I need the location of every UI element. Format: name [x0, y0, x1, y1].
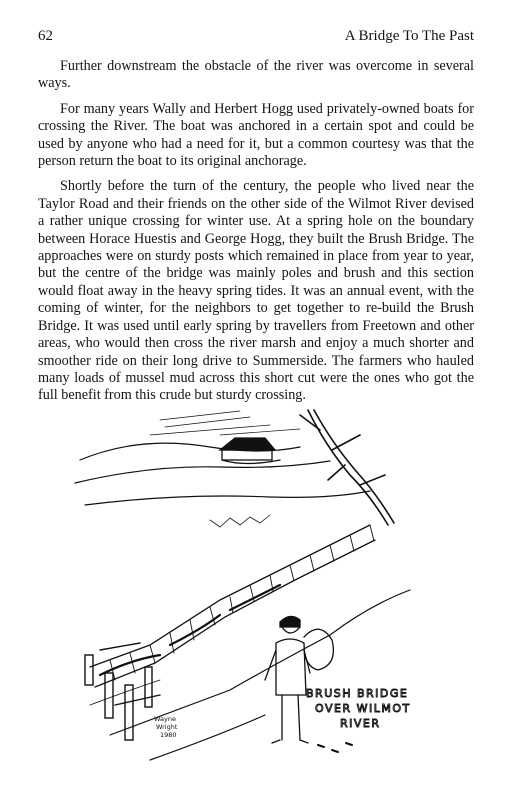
signature-line: 1980: [160, 731, 177, 739]
sky-hatching: [150, 411, 300, 435]
running-title: A Bridge To The Past: [344, 28, 474, 44]
illustration-caption: [306, 687, 411, 730]
hill-line: [85, 491, 370, 505]
caption-line: RIVER: [340, 717, 381, 730]
signature-line: Wright: [156, 723, 178, 731]
shrub-line: [210, 515, 270, 527]
hill-line: [75, 461, 330, 483]
artist-signature: [154, 715, 178, 739]
signature-line: Wayne: [154, 715, 176, 723]
caption-line: OVER WILMOT: [315, 702, 411, 715]
caption-line: BRUSH BRIDGE: [306, 687, 409, 700]
body-text: [38, 58, 474, 413]
paragraph: Shortly before the turn of the century, the people who lived near the Taylor Road and their friends on the other side of the Wilmot River devised a rather unique crossing for winter use. At a spring hole on the boundary between Horace Huestis and George Hogg, they built the Brush Bridge. The approaches were on sturdy posts which remained in place from year to year, but the centre of the bridge was mainly poles and brush and this section would float away in the heavy spring tides. It was an annual event, with the coming of winter, for the neighbors to get together to re-build the Brush Bridge. It was used until early spring by travellers from Freetown and other areas, who would then cross the river marsh and enjoy a much shorter and smoother ride on their long drive to Summerside. The farmers who hauled many loads of mussel mud across this short cut were the ones who got the full benefit from this crude but sturdy crossing.: [38, 178, 474, 404]
traveller-figure: [265, 616, 333, 743]
footprints: [318, 743, 352, 752]
bridge: [90, 525, 375, 687]
brush-bridge-illustration: [70, 405, 440, 780]
tree: [300, 410, 394, 525]
illustration-drawing: [70, 405, 440, 780]
page-header: [38, 28, 474, 48]
paragraph: Further downstream the obstacle of the river was overcome in several ways.: [38, 58, 474, 92]
paragraph: For many years Wally and Herbert Hogg used privately-owned boats for crossing the River. The boat was anchored in a certain spot and could be used by anyone who had a need for it, but a common courtesy was that the person return the boat to its original anchorage.: [38, 100, 474, 170]
page-number: 62: [38, 28, 53, 44]
